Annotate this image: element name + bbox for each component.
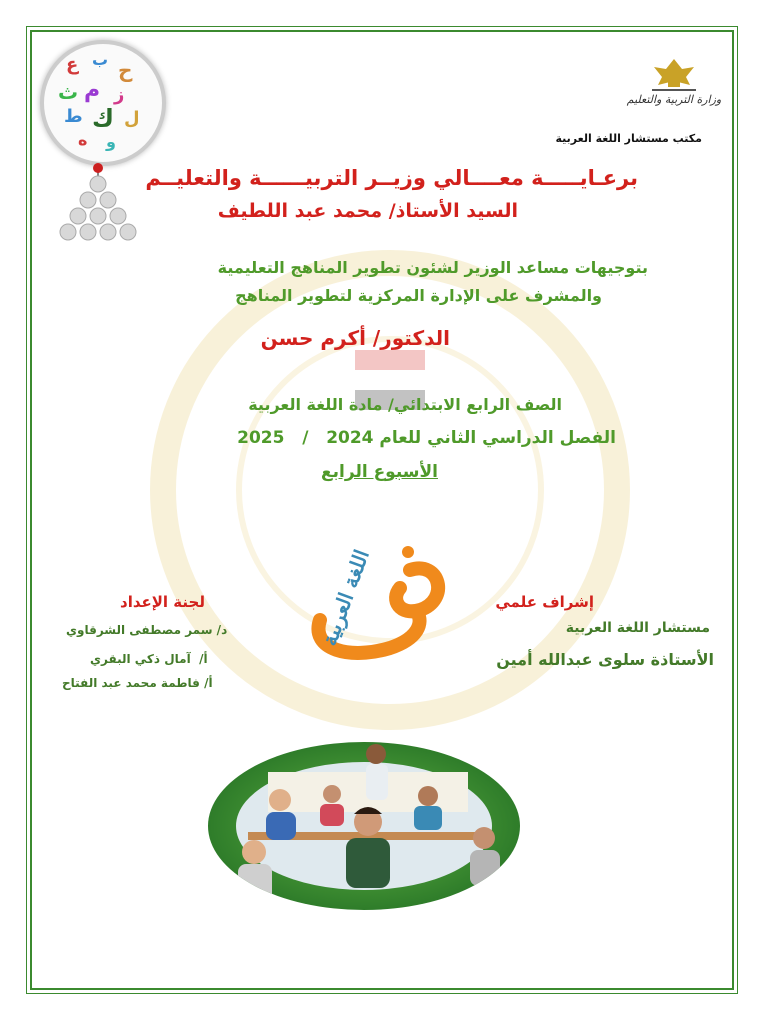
arabic-logo-text: اللغة العربية	[316, 546, 374, 649]
grade-subject: الصف الرابع الابتدائي/ مادة اللغة العربية	[248, 395, 562, 414]
term-year: الفصل الدراسي الثاني للعام 2024 / 2025	[237, 428, 616, 448]
guidance-name: الدكتور/ أكرم حسن	[260, 326, 450, 350]
committee-member-2: أ/ آمال ذكي البقري	[90, 652, 208, 666]
patron-line: برعـايـــــة معــــالي وزيــر التربيــــــة والتعليــم	[145, 166, 638, 190]
arabic-language-logo	[290, 530, 450, 670]
committee-member-1: د/ سمر مصطفى الشرقاوي	[66, 623, 228, 637]
classroom-photo	[208, 742, 520, 910]
ministry-logo-text: وزارة التربية والتعليم	[626, 93, 722, 106]
committee-member-3: أ/ فاطمة محمد عبد الفتاح	[62, 676, 213, 690]
egypt-eagle-icon	[612, 55, 736, 117]
ministry-logo	[612, 55, 736, 117]
minister-name: السيد الأستاذ/ محمد عبد اللطيف	[217, 200, 518, 222]
supervision-role: مستشار اللغة العربية	[565, 620, 710, 636]
committee-title: لجنة الإعداد	[120, 593, 205, 611]
guidance-line-1: بتوجيهات مساعد الوزير لشئون تطوير المناهج التعليمية	[217, 258, 648, 277]
classroom-illustration	[208, 742, 520, 910]
week-title: الأسبوع الرابع	[321, 462, 438, 482]
arabic-letters-logo: ع ب ح ث م ز ط ك ل ه و	[40, 40, 166, 166]
pyramid-balls-icon	[48, 162, 148, 242]
guidance-line-2: والمشرف على الإدارة المركزية لتطوير المناهج	[235, 286, 602, 305]
supervision-name: الأستاذة سلوى عبدالله أمين	[496, 650, 714, 669]
supervision-title: إشراف علمي	[495, 593, 594, 611]
office-title: مكتب مستشار اللغة العربية	[555, 132, 702, 145]
